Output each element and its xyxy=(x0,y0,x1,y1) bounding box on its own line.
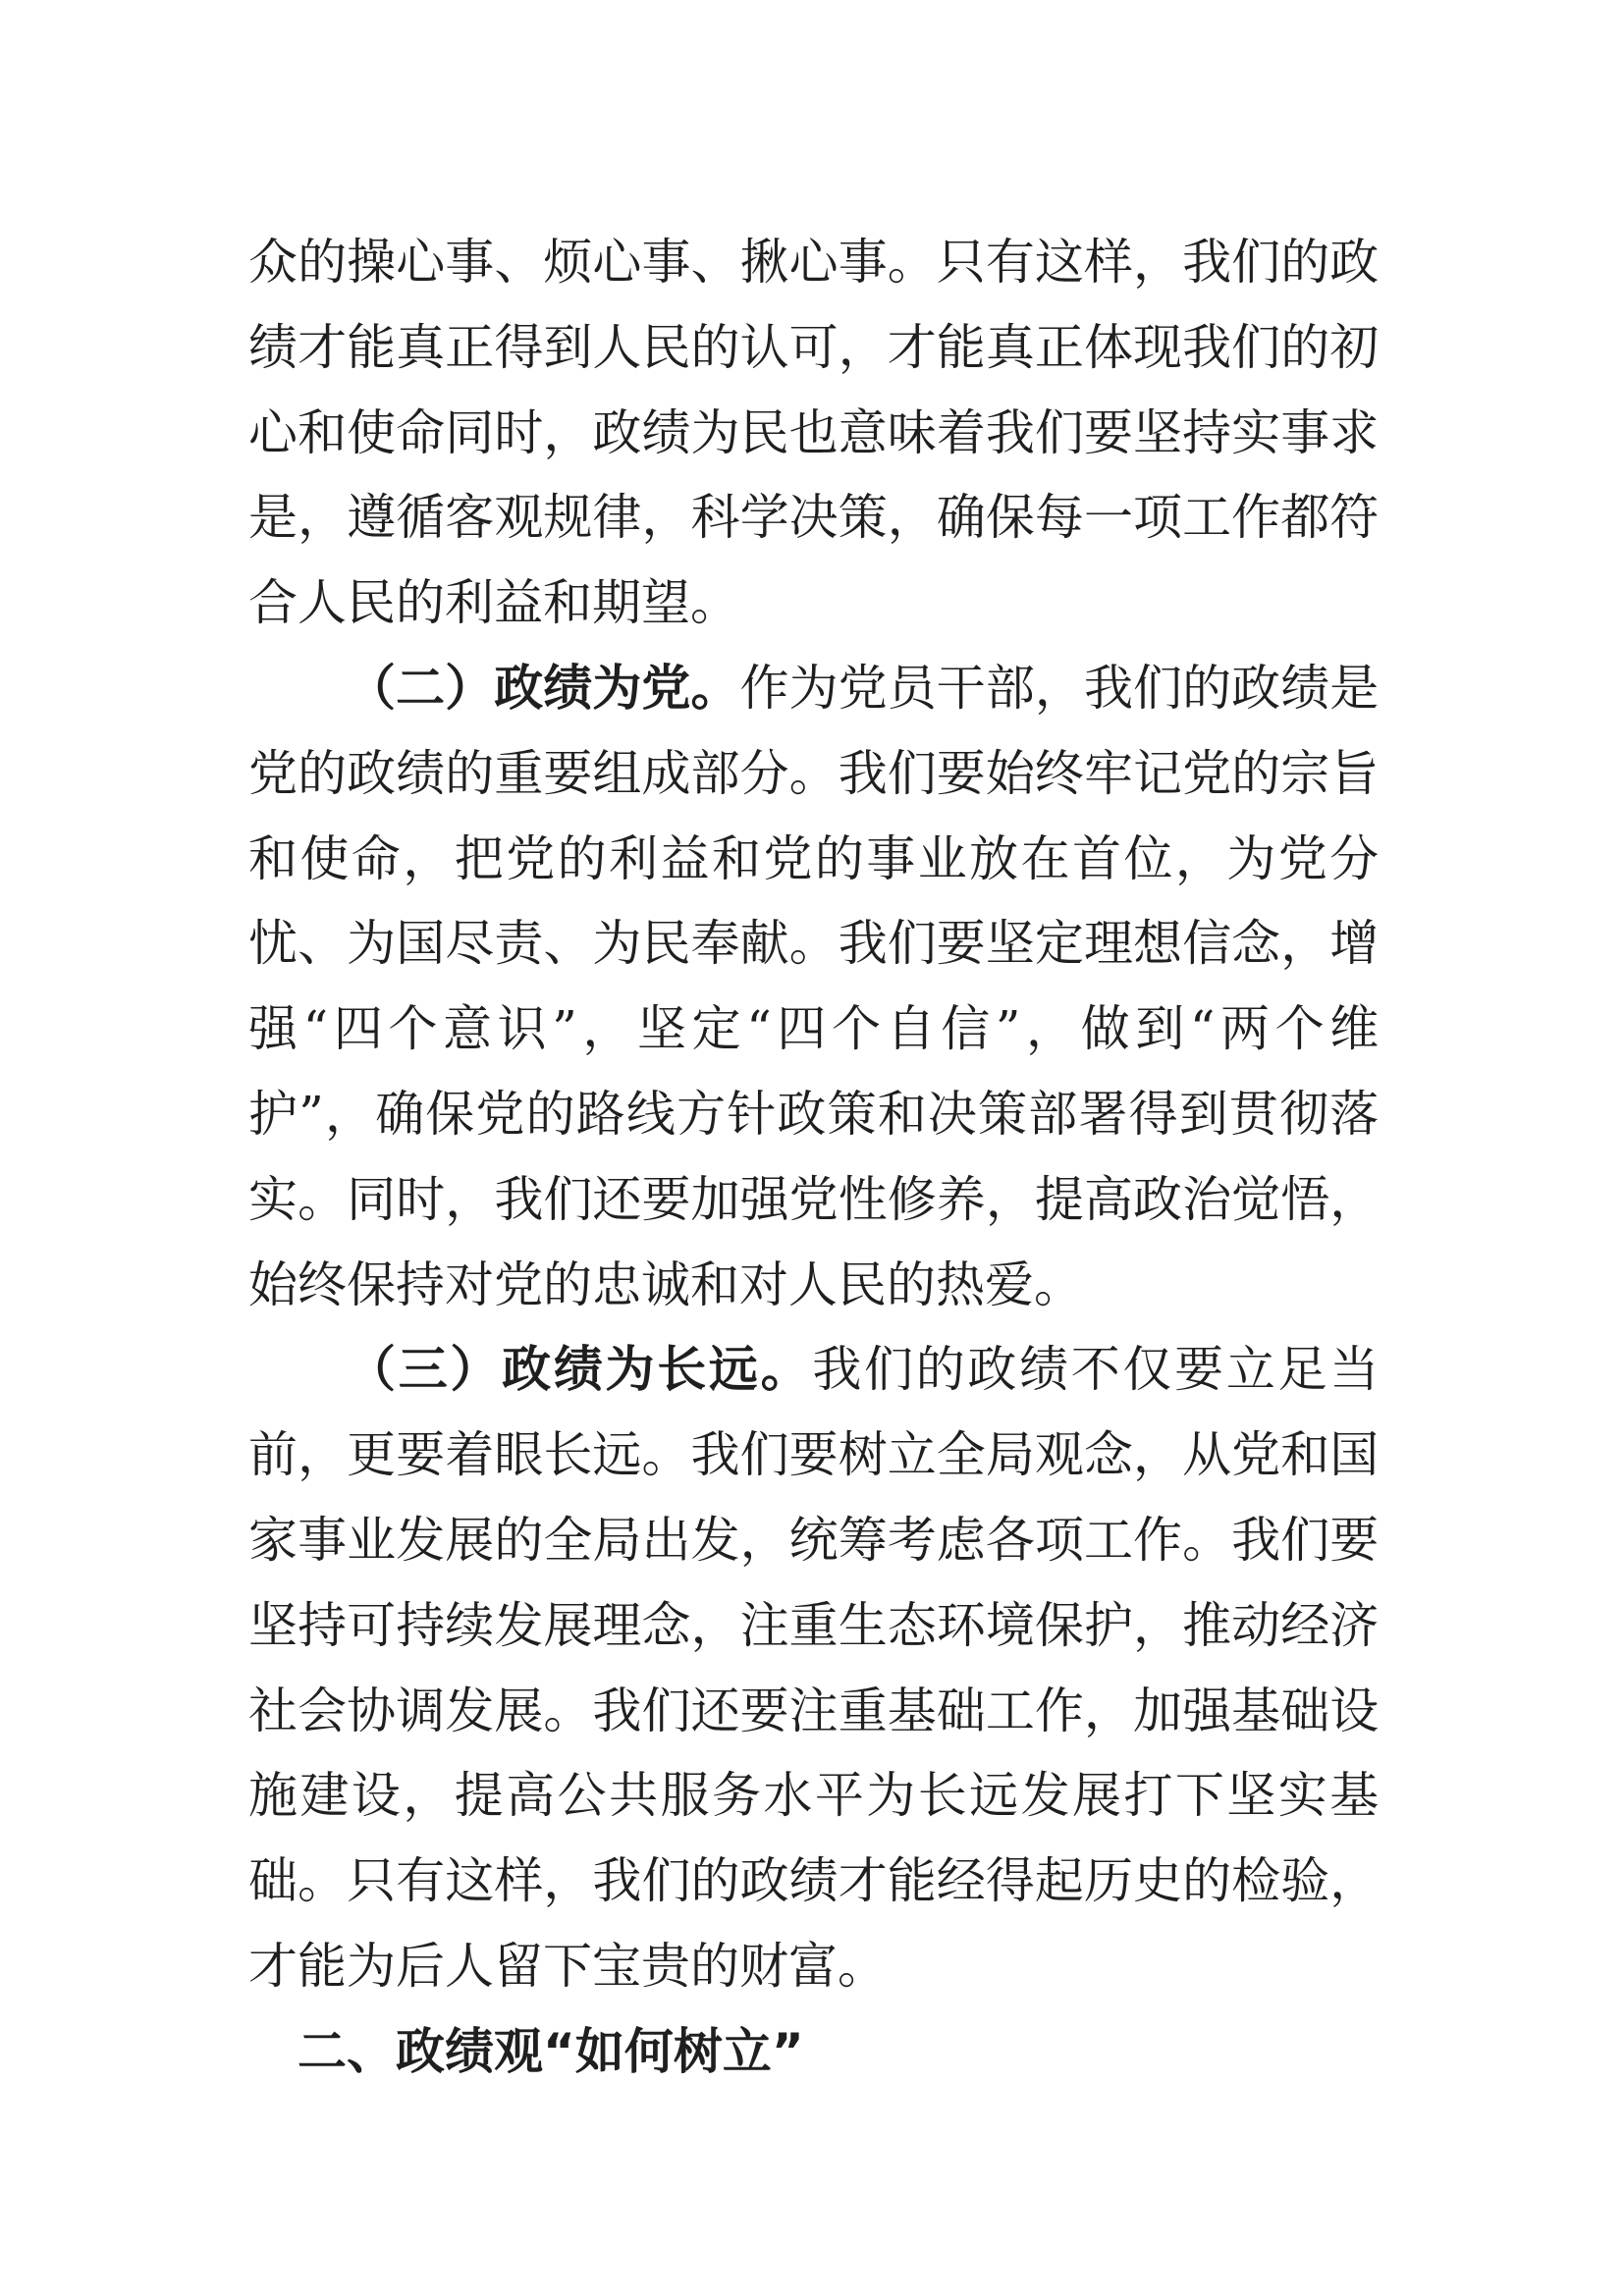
section-2-heading: （二）政绩为党。 xyxy=(347,659,740,717)
paragraph-intro: 众的操心事、烦心事、揪心事。只有这样，我们的政绩才能真正得到人民的认可，才能真正体现我们的初心和使命同时，政绩为民也意味着我们要坚持实事求是，遵循客观规律，科学决策，确保每一项工作都符合人民的利益和期望。 xyxy=(248,234,1380,632)
document-body xyxy=(248,220,1379,2095)
section-2-body: 作为党员干部，我们的政绩是党的政绩的重要组成部分。我们要始终牢记党的宗旨和使命，把党的利益和党的事业放在首位，为党分忧、为国尽责、为民奉献。我们要坚定理想信念，增强“四个意识”，坚定“四个自信”，做到“两个维护”，确保党的路线方针政策和决策部署得到贯彻落实。同时，我们还要加强党性修养，提高政治觉悟，始终保持对党的忠诚和对人民的热爱。 xyxy=(248,659,1380,1313)
section-3-heading: （三）政绩为长远。 xyxy=(347,1341,813,1399)
paragraph-section-3 xyxy=(248,1327,1379,2008)
section-3-body: 我们的政绩不仅要立足当前，更要着眼长远。我们要树立全局观念，从党和国家事业发展的全局出发，统筹考虑各项工作。我们要坚持可持续发展理念，注重生态环境保护，推动经济社会协调发展。我们还要注重基础工作，加强基础设施建设，提高公共服务水平为长远发展打下坚实基础。只有这样，我们的政绩才能经得起历史的检验，才能为后人留下宝贵的财富。 xyxy=(248,1341,1380,1995)
section-heading-2: 二、政绩观“如何树立” xyxy=(298,2022,804,2080)
paragraph-section-2 xyxy=(248,646,1379,1327)
